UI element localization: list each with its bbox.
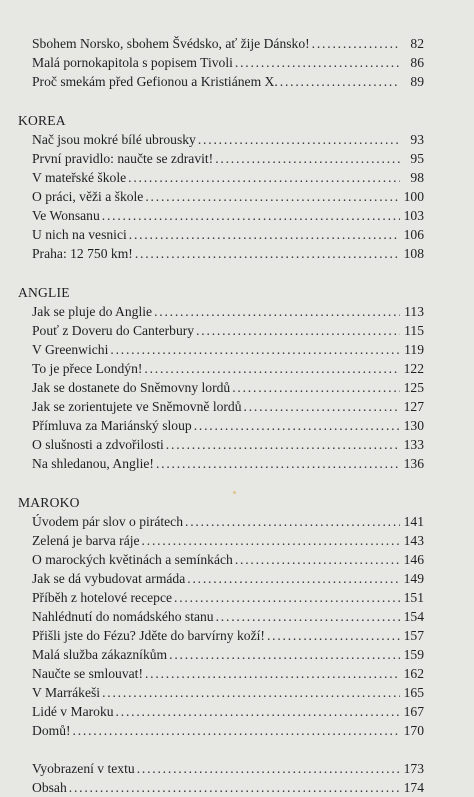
toc-entry[interactable] [32,721,424,740]
entry-page-number: 159 [403,647,424,662]
entry-page-number: 119 [404,342,424,357]
section-heading: KOREA [18,113,66,128]
entry-title: Jak se zorientujete ve Sněmovně lordů [32,399,242,414]
toc-entry[interactable] [32,759,424,778]
entry-title: Praha: 12 750 km! [32,246,133,261]
dot-leader [110,340,400,359]
toc-entry[interactable] [32,626,424,645]
entry-page-number: 106 [403,227,424,242]
toc-entry[interactable] [32,206,424,225]
dot-leader [267,626,400,645]
dot-leader [129,225,400,244]
dot-leader [169,645,400,664]
entry-title: Proč smekám před Gefionou a Kristiánem X. [32,74,278,89]
entry-title: Zelená je barva ráje [32,533,140,548]
dot-leader [144,359,400,378]
entry-title: Jak se dá vybudovat armáda [32,571,186,586]
toc-entry[interactable] [32,778,424,797]
entry-page-number: 136 [403,456,424,471]
entry-title: Na shledanou, Anglie! [32,456,154,471]
dot-leader [102,206,400,225]
entry-title: V Marrákeši [32,685,101,700]
toc-entry[interactable] [32,359,424,378]
entry-title: Úvodem pár slov o pirátech [32,514,183,529]
entry-page-number: 113 [404,304,424,319]
entry-page-number: 86 [410,55,424,70]
entry-title: Malá služba zákazníkům [32,647,168,662]
section-heading: ANGLIE [18,285,70,300]
dot-leader [145,187,400,206]
toc-section [18,283,424,473]
entry-title: Jak se dostanete do Sněmovny lordů [32,380,231,395]
entry-page-number: 115 [404,323,424,338]
dot-leader [187,569,400,588]
entry-title: Domů! [32,723,71,738]
entry-title: Příběh z hotelové recepce [32,590,173,605]
entry-title: Přišli jste do Fézu? Jděte do barvírny koží! [32,628,265,643]
dot-leader [166,435,400,454]
toc-entry[interactable] [32,187,424,206]
entry-title: Pouť z Doveru do Canterbury [32,323,195,338]
entry-page-number: 82 [410,36,424,51]
dot-leader [135,244,400,263]
dot-leader [235,53,400,72]
toc-section [18,493,424,740]
toc-section [18,34,424,91]
toc-entry[interactable] [32,149,424,168]
entry-title: Sbohem Norsko, sbohem Švédsko, ať žije Dánsko! [32,36,310,51]
entry-title: Nač jsou mokré bílé ubrousky [32,132,196,147]
dot-leader [145,664,400,683]
entry-page-number: 141 [403,514,424,529]
entry-title: Ve Wonsanu [32,208,100,223]
toc-entry[interactable] [32,588,424,607]
dot-leader [137,759,400,778]
entry-page-number: 89 [410,74,424,89]
entry-page-number: 108 [403,246,424,261]
entry-title: Malá pornokapitola s popisem Tivoli [32,55,233,70]
entry-page-number: 165 [403,685,424,700]
dot-leader [196,321,400,340]
entry-title: Naučte se smlouvat! [32,666,143,681]
entry-page-number: 95 [410,151,424,166]
toc-entry[interactable] [32,435,424,454]
entry-title: Vyobrazení v textu [32,761,135,776]
entry-page-number: 173 [403,761,424,776]
entry-page-number: 100 [403,189,424,204]
dot-leader [154,302,400,321]
toc-entry[interactable] [32,225,424,244]
toc-entry[interactable] [32,130,424,149]
entry-page-number: 125 [403,380,424,395]
entry-title: Nahlédnutí do nomádského stanu [32,609,214,624]
toc-entry[interactable] [32,645,424,664]
entry-page-number: 122 [403,361,424,376]
entry-title: V Greenwichi [32,342,109,357]
dot-leader [102,683,400,702]
toc-entry[interactable] [32,378,424,397]
entry-page-number: 149 [403,571,424,586]
toc-entry[interactable] [32,569,424,588]
entry-page-number: 162 [403,666,424,681]
dot-leader [73,721,400,740]
dot-leader [235,550,400,569]
entry-page-number: 130 [403,418,424,433]
entry-title: O práci, věži a škole [32,189,144,204]
dot-leader [216,607,400,626]
entry-title: Obsah [32,780,67,795]
entry-page-number: 127 [403,399,424,414]
toc-entry[interactable] [32,416,424,435]
toc-entry[interactable] [32,72,424,91]
toc-entry[interactable] [32,397,424,416]
toc-entry[interactable] [32,531,424,550]
entry-page-number: 103 [403,208,424,223]
dot-leader [244,397,400,416]
entry-page-number: 143 [403,533,424,548]
entry-title: O marockých květinách a semínkách [32,552,233,567]
dot-leader [215,149,400,168]
entry-title: To je přece Londýn! [32,361,143,376]
toc-entry[interactable] [32,244,424,263]
entry-title: Jak se pluje do Anglie [32,304,153,319]
section-heading: MAROKO [18,495,80,510]
entry-title: O slušnosti a zdvořilosti [32,437,164,452]
toc-entry[interactable] [32,340,424,359]
dot-leader [128,168,400,187]
entry-page-number: 151 [403,590,424,605]
toc-entry[interactable] [32,664,424,683]
toc-entry[interactable] [32,321,424,340]
dot-leader [280,72,400,91]
entry-page-number: 133 [403,437,424,452]
dot-leader [312,34,400,53]
dot-leader [116,702,400,721]
toc-entry[interactable] [32,168,424,187]
dot-leader [174,588,400,607]
dot-leader [142,531,400,550]
dot-leader [194,416,400,435]
entry-page-number: 93 [410,132,424,147]
toc-entry[interactable] [32,683,424,702]
entry-page-number: 174 [403,780,424,795]
entry-title: V mateřské škole [32,170,127,185]
entry-page-number: 146 [403,552,424,567]
dot-leader [232,378,400,397]
entry-title: Přímluva za Mariánský sloup [32,418,192,433]
dot-leader [156,454,400,473]
entry-page-number: 154 [403,609,424,624]
entry-page-number: 167 [403,704,424,719]
toc-entry[interactable] [32,702,424,721]
toc-section [18,111,424,263]
toc-entry[interactable] [32,607,424,626]
toc-entry[interactable] [32,454,424,473]
dot-leader [198,130,400,149]
toc-entry[interactable] [32,302,424,321]
toc-section [18,759,424,797]
paper-speck [233,491,236,494]
entry-page-number: 157 [403,628,424,643]
toc-entry[interactable] [32,34,424,53]
dot-leader [69,778,400,797]
entry-page-number: 98 [410,170,424,185]
dot-leader [185,512,400,531]
entry-title: První pravidlo: naučte se zdravit! [32,151,214,166]
toc-entry[interactable] [32,550,424,569]
toc-entry[interactable] [32,53,424,72]
toc-entry[interactable] [32,512,424,531]
entry-page-number: 170 [403,723,424,738]
entry-title: Lidé v Maroku [32,704,114,719]
entry-title: U nich na vesnici [32,227,127,242]
